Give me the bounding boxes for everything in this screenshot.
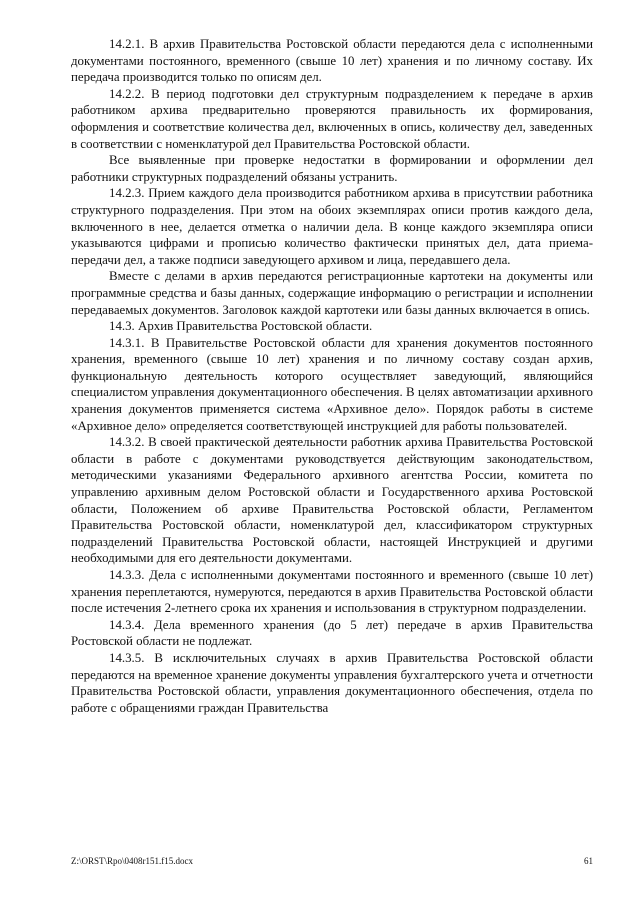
paragraph-14-3-1: 14.3.1. В Правительстве Ростовской области для хранения документов постоянного хранения, временного (свыше 10 лет) хранения и по личному составу создан архив, функциональную деятельность которого осуществляет заведующий, являющийся специалистом управления документационного обеспечения. В целях автоматизации архивного хранения документов применяется система «Архивное дело». Порядок работы в системе «Архивное дело» определяется соответствующей инструкцией для работы пользователей.: [71, 335, 593, 433]
paragraph-deficiencies: Все выявленные при проверке недостатки в формировании и оформлении дел работники структурных подразделений обязаны устранить.: [71, 153, 593, 184]
paragraph-14-3: 14.3. Архив Правительства Ростовской области.: [109, 319, 373, 334]
paragraph-14-2-2: 14.2.2. В период подготовки дел структурным подразделением к передаче в архив работником архива предварительно проверяются правильность их формирования, оформления и соответствие количества дел, включенных в опись, количеству дел, заведенных в соответствии с номенклатурой дел Правительства Ростовской области.: [71, 86, 593, 151]
page-footer: [71, 855, 593, 869]
paragraph-14-3-2: 14.3.2. В своей практической деятельности работник архива Правительства Ростовской области в работе с документами руководствуется действующим законодательством, методическими указаниями Федерального архивного агентства России, комитета по управлению архивным делом Ростовской области и Государственного архива Ростовской области, Положением об архиве Правительства Ростовской области, Регламентом Правительства Ростовской области, номенклатурой дел, классификатором структурных подразделений Правительства Ростовской области, настоящей Инструкцией и другими необходимыми для его деятельности документами.: [71, 435, 593, 566]
paragraph-14-2-1: 14.2.1. В архив Правительства Ростовской области передаются дела с исполненными документами постоянного, временного (свыше 10 лет) хранения и по личному составу. Их передача производится только по описям дел.: [71, 37, 593, 85]
paragraph-14-3-4: 14.3.4. Дела временного хранения (до 5 лет) передаче в архив Правительства Ростовской области не подлежат.: [71, 617, 593, 649]
paragraph-14-2-3: 14.2.3. Прием каждого дела производится работником архива в присутствии работника структурного подразделения. При этом на обоих экземплярах описи против каждого дела, включенного в нее, делается отметка о наличии дела. В конце каждого экземпляра описи указываются цифрами и прописью количество фактически принятых дел, дата приема-передачи дел, а также подписи заведующего архивом и лица, передавшего дела.: [71, 186, 593, 267]
paragraph-14-3-3: 14.3.3. Дела с исполненными документами постоянного и временного (свыше 10 лет) хранения переплетаются, нумеруются, передаются в архив Правительства Ростовской области после истечения 2-летнего срока их хранения и использования в структурном подразделении.: [71, 568, 593, 616]
page-number: 61: [584, 856, 593, 866]
footer-file-path: Z:\ORST\Rpo\0408r151.f15.docx: [71, 856, 193, 866]
paragraph-registration-cards: Вместе с делами в архив передаются регистрационные картотеки на документы или программные средства и базы данных, содержащие информацию о регистрации и исполнении передаваемых документов. Заголовок каждой картотеки или базы данных включается в опись.: [71, 269, 593, 317]
document-body: [71, 36, 593, 716]
paragraph-14-3-5: 14.3.5. В исключительных случаях в архив Правительства Ростовской области передаются на временное хранение документы управления бухгалтерского учета и отчетности Правительства Ростовской области, управления документационного обеспечения, отдела по работе с обращениями граждан Правительства: [71, 650, 593, 715]
